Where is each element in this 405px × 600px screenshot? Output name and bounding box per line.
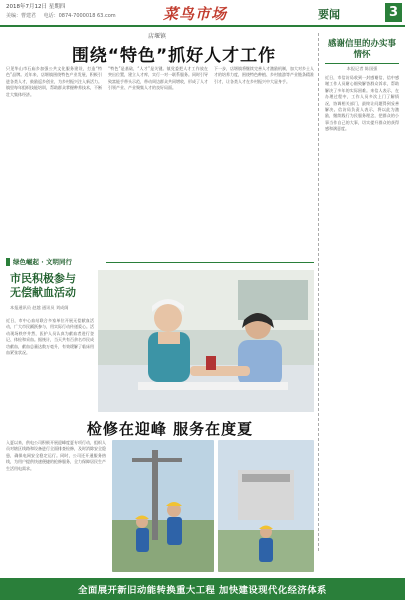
slogan-text: 全面展开新旧动能转换重大工程 加快建设现代化经济体系	[78, 585, 327, 596]
banner-label: 绿色崛起 · 文明同行	[13, 258, 72, 266]
banner-rule	[106, 262, 314, 263]
sidebar-tail	[322, 556, 400, 574]
section-name: 要闻	[318, 8, 340, 21]
story2-byline: 本报通讯员 赵越 通讯员 刘成阁	[10, 305, 69, 310]
story1-column-2: “特色”是基础，“人才”是关键。镇党委把人才工作放在突出位置，建立人才库，实行一对一联系服务。同时引导致富能手带头示范，带动周边群众共同增收，形成了人才引领产业、产业聚集人才的良好局面。	[108, 66, 208, 91]
story1-kicker: 店堰镇	[148, 33, 167, 40]
page-number: 3	[385, 3, 402, 22]
sidebar-divider	[325, 63, 399, 64]
sidebar-story	[318, 33, 400, 551]
power-line-photo	[218, 440, 314, 572]
story3-title: 检修在迎峰 服务在度夏	[86, 420, 254, 438]
slogan-banner	[0, 578, 405, 600]
story3-body: 入夏以来，供电公司积极开展迎峰度夏专项行动，组织人员对辖区线路和设备进行全面排查检修，及时消除安全隐患，确保电网安全稳定运行。同时，公司还开通服务热线，为用户提供快速便捷的抢修服务，全力保障居民生产生活用电需求。	[6, 440, 106, 471]
story1-headline: 围绕“特色”抓好人才工作	[71, 46, 277, 66]
banner-marker	[6, 258, 10, 266]
story1-column-3: 下一步，店堰镇将继续完善人才激励机制，加大对乡土人才的培养力度，围绕特色种植、乡村旅游等产业链条精准引才，让各类人才在乡村振兴中大显身手。	[214, 66, 314, 84]
power-workers-photo	[112, 440, 214, 572]
section-banner	[6, 256, 314, 268]
editor-credit: 美编：曹建君	[6, 13, 37, 19]
sidebar-byline: 本报记者 陈国强	[346, 66, 378, 71]
story2-title: 市民积极参与无偿献血活动	[10, 272, 76, 299]
sidebar-title: 感谢信里的办实事情怀	[327, 39, 396, 60]
newspaper-logo: 菜鸟市场	[163, 5, 228, 23]
story1-column-1: 只见华山市石庙乡加强公共文化服务建设，打造“特色”品牌。近年来，店堰镇围绕特色产业发展，积极引进各类人才，鼓励返乡创业，为乡村振兴注入新活力。镇里每年组织技能培训，帮助群众掌握种养技术，不断壮大集体经济。	[6, 66, 102, 97]
contact-phone: 电话：0874-7000018 63.com	[43, 13, 116, 19]
story2-body: 近日，市中心血站联合多家单位开展无偿献血活动，广大市民踊跃参与，用实际行动传递爱心。活动现场秩序井然，医护人员认真为献血者进行登记、体检和采血。据统计，当天共有百余名市民成功献血，献血总量达数万毫升，有效缓解了临床用血紧张状况。	[6, 318, 94, 356]
issue-date: 2018年7月12日 星期四	[6, 4, 66, 10]
sidebar-body: 近日，市信访局收到一封感谢信，信中感谢工作人员耐心细致解答群众诉求，帮助解决了多年的实际困难。来信人表示，在办理过程中，工作人员多次上门了解情况，协调相关部门，最终让问题得到妥善解决。信访局负责人表示，将以此为激励，继续践行为民服务理念，把群众的小事当作自己的大事，切实提升群众的获得感和满意度。	[325, 75, 399, 132]
masthead-meta	[6, 12, 122, 20]
blood-donation-photo	[98, 270, 314, 412]
masthead	[0, 0, 405, 27]
